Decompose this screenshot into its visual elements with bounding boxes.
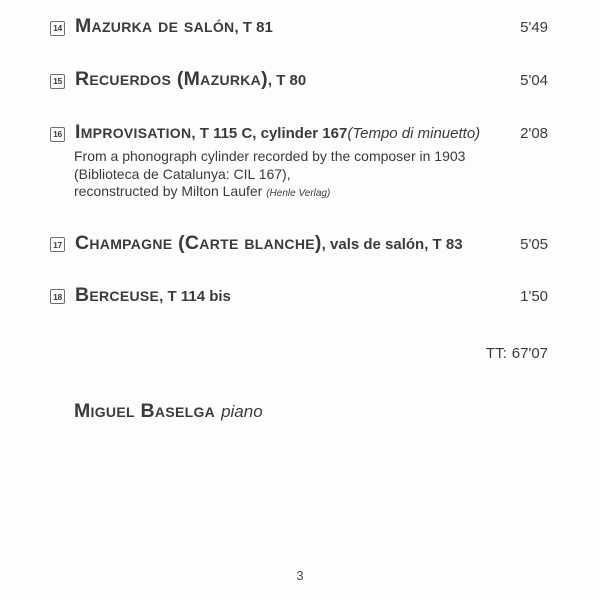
total-time-label: TT: <box>485 344 507 362</box>
track-number-badge <box>50 21 65 36</box>
track-subtitle: , T 115 C, cylinder 167 <box>191 125 348 142</box>
track-note-text: reconstructed by Milton Laufer <box>74 183 267 199</box>
total-time-row <box>50 345 548 363</box>
track-item <box>50 68 548 92</box>
track-note-line <box>74 183 548 203</box>
track-subtitle: , T 81 <box>234 19 273 36</box>
track-note-line <box>74 166 548 184</box>
tracklist-content <box>50 15 548 425</box>
track-row <box>50 284 548 308</box>
track-notes <box>74 148 548 203</box>
track-number-badge <box>50 289 65 304</box>
performer-name: Miguel Baselga <box>74 399 216 422</box>
track-number-badge <box>50 74 65 89</box>
page-number: 3 <box>296 568 304 583</box>
track-list <box>50 15 548 308</box>
track-row <box>50 232 548 256</box>
track-number: 16 <box>53 129 62 139</box>
track-duration: 5'49 <box>520 19 548 36</box>
total-time-value: 67'07 <box>511 344 548 362</box>
track-number: 17 <box>53 239 62 250</box>
performer-credit <box>74 399 548 425</box>
track-subtitle: , T 114 bis <box>159 287 231 305</box>
track-note-publisher: (Henle Verlag) <box>266 188 331 199</box>
track-title: Recuerdos (Mazurka) <box>75 68 268 90</box>
track-title: Champagne (Carte blanche) <box>75 231 322 254</box>
track-title: Mazurka de salón <box>75 15 235 37</box>
track-row <box>50 121 548 145</box>
track-note-text: (Biblioteca de Catalunya: CIL 167), <box>74 165 291 182</box>
track-subtitle: , vals de salón, T 83 <box>321 235 463 253</box>
track-number: 14 <box>53 23 62 33</box>
track-item <box>50 284 548 308</box>
track-subtitle: , T 80 <box>267 72 307 89</box>
track-note-text: From a phonograph cylinder recorded by the composer in 1903 <box>74 148 466 164</box>
track-duration: 1'50 <box>520 287 548 305</box>
track-duration: 5'05 <box>520 235 548 253</box>
track-duration: 2'08 <box>520 125 548 142</box>
track-note-line <box>74 148 548 166</box>
track-row <box>50 68 548 92</box>
performer-instrument: piano <box>221 401 263 421</box>
track-number-badge <box>50 127 65 142</box>
track-row <box>50 15 548 39</box>
track-item <box>50 232 548 256</box>
track-title: Improvisation <box>75 121 192 143</box>
track-tempo-note: (Tempo di minuetto) <box>347 125 481 142</box>
track-duration: 5'04 <box>520 72 548 89</box>
track-number: 15 <box>53 76 62 86</box>
track-number: 18 <box>53 291 62 302</box>
track-item <box>50 121 548 203</box>
track-number-badge <box>50 237 65 252</box>
track-title: Berceuse <box>75 283 160 306</box>
track-item <box>50 15 548 39</box>
